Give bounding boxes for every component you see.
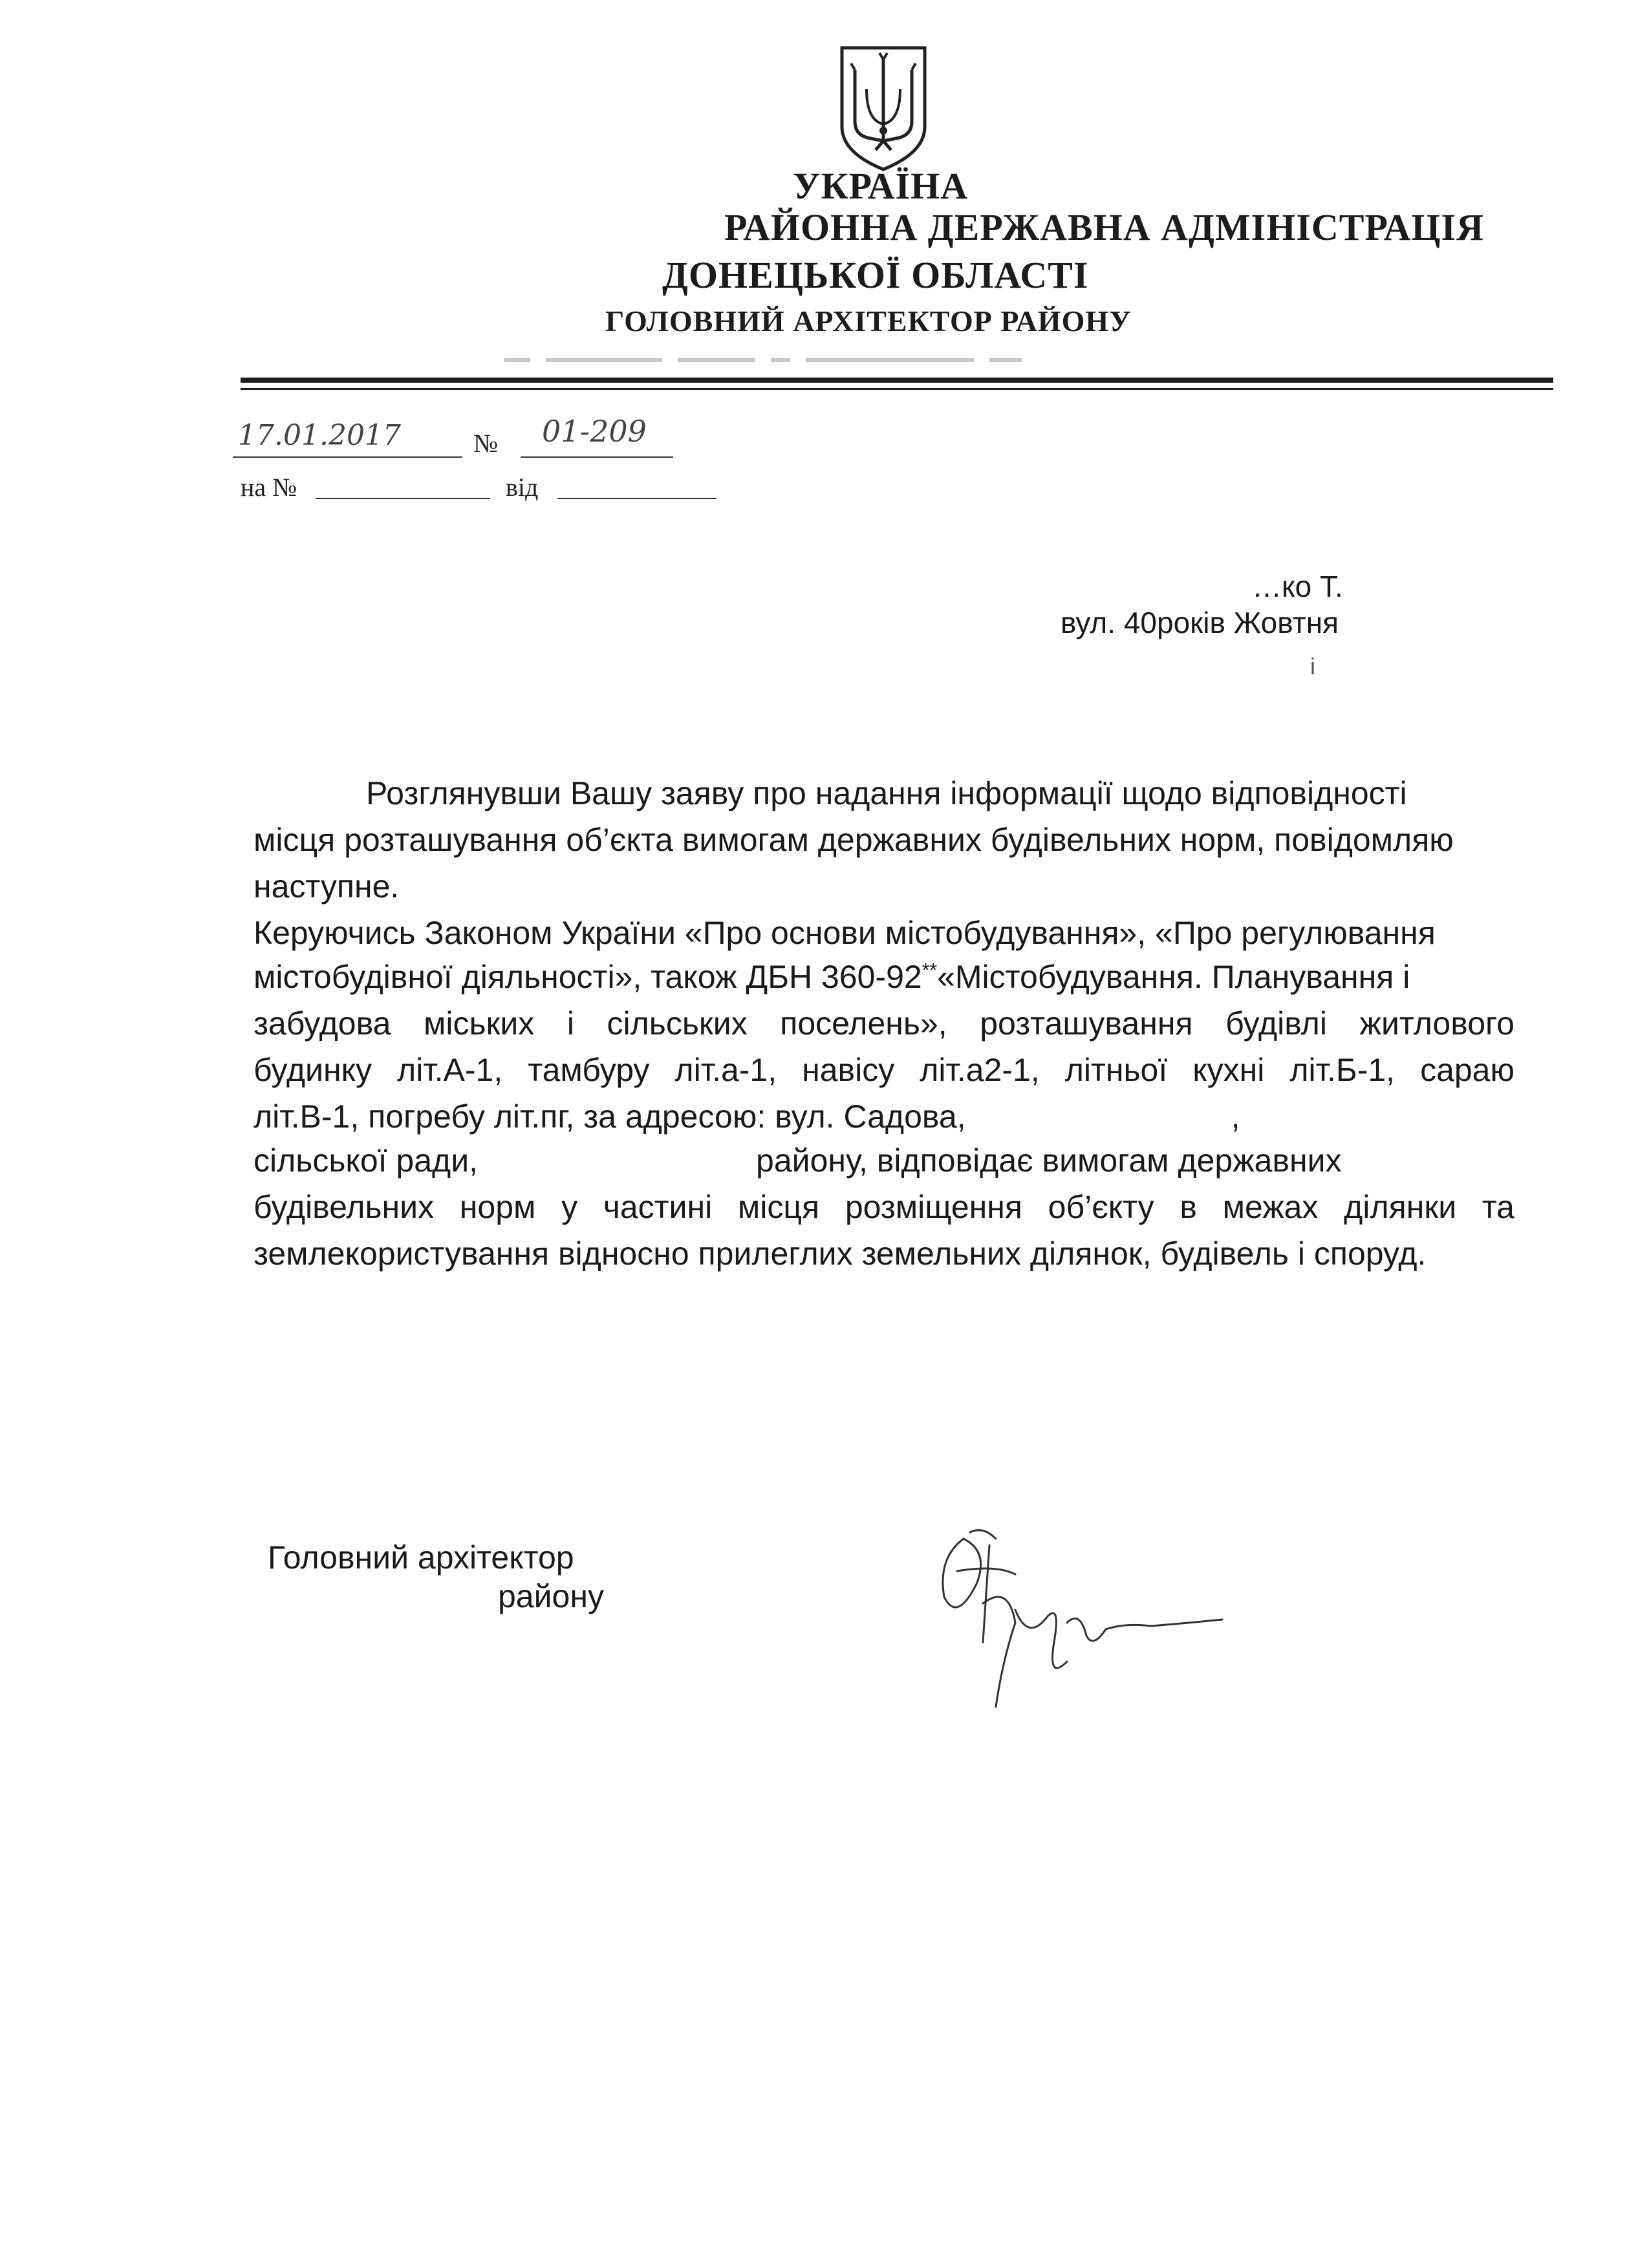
body-line-5 <box>253 958 1410 996</box>
body-line-10: будівельних норм у частині місця розміщення об’єкту в межах ділянки та <box>253 1189 1514 1225</box>
body-line-5-text-end: «Містобудування. Планування і <box>937 959 1410 995</box>
body-line-11: землекористування відносно прилеглих земельних ділянок, будівель і споруд. <box>253 1236 1427 1272</box>
registration-date-underline <box>233 456 462 458</box>
body-line-5-superscript: ** <box>921 959 938 981</box>
body-line-9-text-end: району, відповідає вимогам державних <box>756 1142 1342 1179</box>
signatory-title-line-1: Головний архітектор <box>268 1539 574 1576</box>
body-line-8 <box>253 1098 1240 1135</box>
body-line-3: наступне. <box>253 868 400 904</box>
header-oblast: ДОНЕЦЬКОЇ ОБЛАСТІ <box>662 254 1089 296</box>
body-line-2: місця розташування об’єкта вимогам державних будівельних норм, повідомляю <box>253 822 1454 858</box>
signatory-title-line-2: району <box>498 1578 604 1614</box>
body-line-8-text: літ.В-1, погребу літ.пг, за адресою: вул. Садова, <box>253 1098 966 1135</box>
reply-from-date-label: від <box>506 473 539 502</box>
registration-number-label: № <box>473 429 499 458</box>
header-position: ГОЛОВНИЙ АРХІТЕКТОР РАЙОНУ <box>605 305 1132 337</box>
recipient-street: вул. 40років Жовтня <box>1061 606 1339 639</box>
registration-date: 17.01.2017 <box>238 419 401 452</box>
reply-to-number-label: на № <box>241 473 297 502</box>
body-line-7: будинку літ.А-1, тамбуру літ.а-1, навісу літ.а2-1, літньої кухні літ.Б-1, сараю <box>253 1052 1514 1088</box>
handwritten-signature <box>918 1513 1242 1733</box>
registration-number-underline <box>521 456 673 458</box>
header-administration: РАЙОННА ДЕРЖАВНА АДМІНІСТРАЦІЯ <box>724 206 1484 248</box>
body-line-4: Керуючись Законом України «Про основи містобудування», «Про регулювання <box>253 915 1436 951</box>
reply-to-number-blank <box>316 498 490 499</box>
reply-from-date-blank <box>557 498 717 499</box>
body-line-8-comma: , <box>1231 1098 1240 1135</box>
body-line-6: забудова міських і сільських поселень», розташування будівлі житлового <box>253 1005 1514 1042</box>
header-rule-thin <box>241 388 1553 390</box>
redacted-address-line <box>504 354 1125 369</box>
body-line-9-text: сільської ради, <box>253 1142 479 1179</box>
header-country: УКРАЇНА <box>793 165 969 207</box>
recipient-mark: і <box>1310 653 1315 679</box>
header-rule-thick <box>241 378 1553 383</box>
body-line-1: Розглянувши Вашу заяву про надання інформації щодо відповідності <box>366 775 1407 811</box>
recipient-name: …ко Т. <box>1252 570 1343 603</box>
body-line-5-text: містобудівної діяльності», також ДБН 360-92 <box>253 959 922 995</box>
body-line-9 <box>253 1142 1342 1179</box>
registration-number: 01-209 <box>542 414 647 449</box>
trident-emblem-icon <box>835 44 931 173</box>
